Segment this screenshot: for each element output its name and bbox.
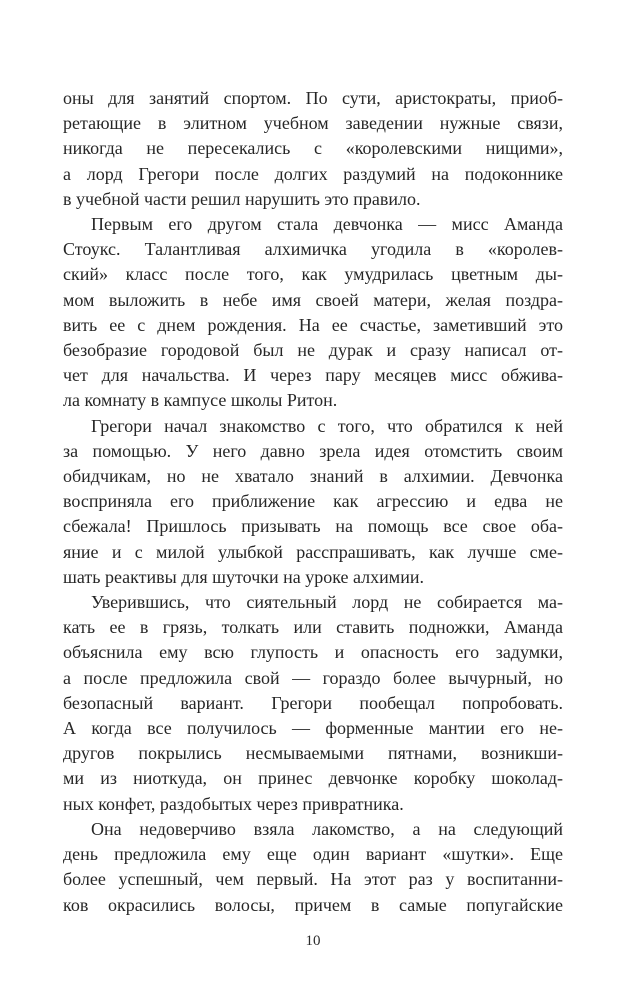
- text-line: оны для занятий спортом. По сути, аристократы, приоб-: [63, 88, 563, 108]
- paragraph: [63, 414, 563, 590]
- text-line: кать ее в грязь, толкать или ставить подножки, Аманда: [63, 617, 563, 638]
- text-line: объяснила ему всю глупость и опасность его задумки,: [63, 642, 563, 663]
- text-line: ных конфет, раздобытых через привратника.: [63, 793, 404, 814]
- text-line: другов покрылись несмываемыми пятнами, возникши-: [63, 743, 563, 764]
- text-line: Уверившись, что сиятельный лорд не собирается ма-: [91, 592, 563, 613]
- text-line: шать реактивы для шуточки на уроке алхимии.: [63, 566, 424, 587]
- text-line: яние и с милой улыбкой расспрашивать, как лучше сме-: [63, 541, 563, 562]
- text-line: Грегори начал знакомство с того, что обратился к ней: [91, 415, 563, 436]
- text-line: Она недоверчиво взяла лакомство, а на следующий: [91, 818, 563, 839]
- text-line: мом выложить в небе имя своей матери, желая поздра-: [63, 289, 563, 310]
- paragraph: [63, 590, 563, 817]
- text-line: безопасный вариант. Грегори пообещал попробовать.: [63, 692, 563, 713]
- text-line: безобразие городовой был не дурак и сразу написал от-: [63, 340, 563, 361]
- text-line: а лорд Грегори после долгих раздумий на подоконнике: [63, 163, 563, 184]
- text-line: восприняла его приближение как агрессию и едва не: [63, 491, 563, 512]
- text-line: ский» класс после того, как умудрилась цветным ды-: [63, 264, 563, 285]
- text-line: ретающие в элитном учебном заведении нужные связи,: [63, 113, 563, 134]
- text-line: Стоукс. Талантливая алхимичка угодила в «королев-: [63, 239, 563, 260]
- text-line: ла комнату в кампусе школы Ритон.: [63, 390, 338, 411]
- text-line: сбежала! Пришлось призывать на помощь все свое оба-: [63, 516, 563, 537]
- text-line: ков окрасились волосы, причем в самые попугайские: [63, 894, 563, 915]
- paragraph: [63, 212, 563, 414]
- text-line: никогда не пересекались с «королевскими нищими»,: [63, 138, 563, 159]
- paragraph: [63, 86, 563, 212]
- text-line: день предложила ему еще один вариант «шутки». Еще: [63, 844, 563, 865]
- text-line: за помощью. У него давно зрела идея отомстить своим: [63, 440, 563, 461]
- text-line: более успешный, чем первый. На этот раз у воспитанни-: [63, 869, 563, 890]
- text-line: вить ее с днем рождения. На ее счастье, заметивший это: [63, 314, 563, 335]
- text-line: чет для начальства. И через пару месяцев мисс обжива-: [63, 365, 563, 386]
- text-line: Первым его другом стала девчонка — мисс Аманда: [91, 214, 563, 235]
- text-line: ми из ниоткуда, он принес девчонке коробку шоколад-: [63, 768, 563, 789]
- text-line: А когда все получилось — форменные мантии его не-: [63, 718, 563, 739]
- page-number: 10: [305, 932, 321, 949]
- text-line: обидчикам, но не хватало знаний в алхимии. Девчонка: [63, 466, 563, 487]
- text-line: а после предложила свой — гораздо более вычурный, но: [63, 667, 563, 688]
- paragraph: [63, 817, 563, 918]
- text-block: [63, 86, 563, 918]
- text-line: в учебной части решил нарушить это правило.: [63, 188, 421, 209]
